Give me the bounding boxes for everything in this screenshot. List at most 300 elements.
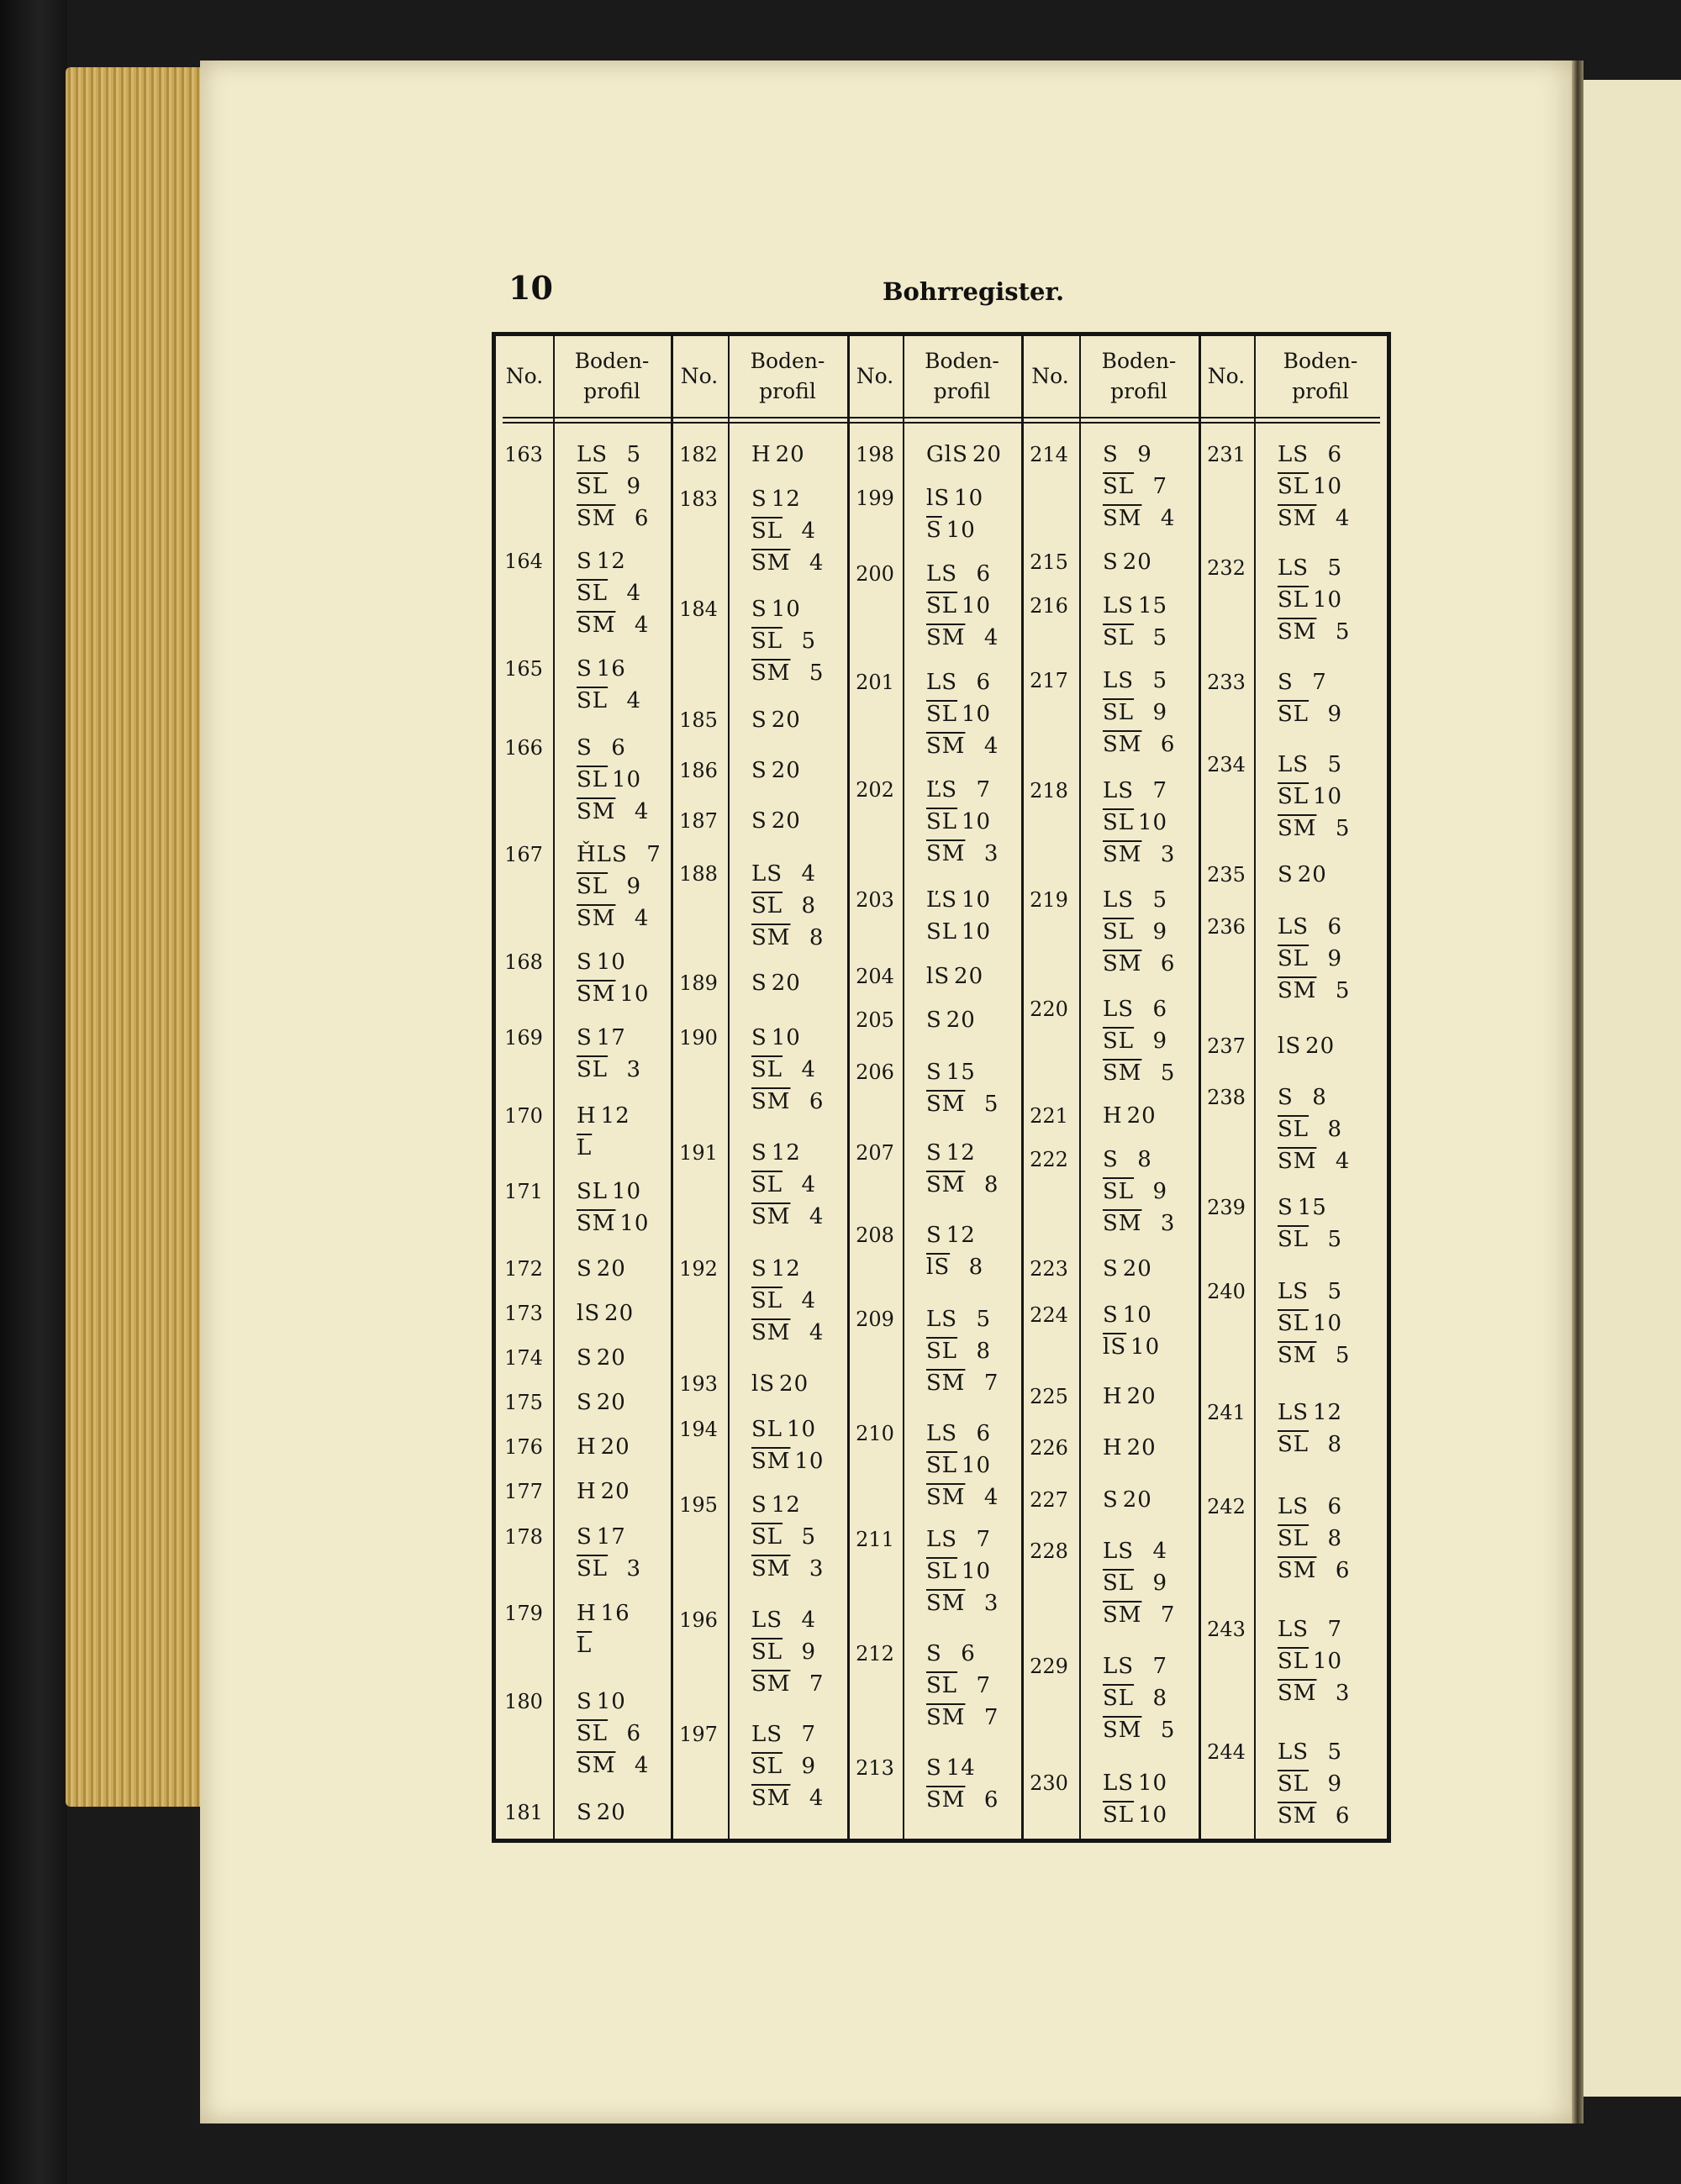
soil-profile-layer [751,1057,816,1082]
soil-type: S [1278,862,1294,887]
layer-depth: 4 [1335,506,1351,531]
soil-profile-layer [751,597,801,622]
layer-depth: 4 [634,1753,650,1778]
soil-type: $\overline{SL}$ [1278,1432,1309,1457]
layer-depth: 10 [1137,1802,1168,1828]
boring-number: 200 [856,562,894,586]
boring-number: 176 [504,1435,543,1459]
soil-type: lS [751,1371,776,1397]
layer-depth: 5 [1335,619,1351,645]
layer-depth: 10 [1137,1771,1168,1796]
soil-profile-layer [751,1204,824,1229]
soil-type: lS [577,1301,601,1326]
soil-type: S [1278,670,1294,695]
soil-profile-layer [926,486,983,511]
layer-depth: 15 [946,1060,976,1085]
boring-number: 241 [1207,1401,1246,1424]
soil-type: $\overline{SM}$ [577,906,616,931]
soil-type: $\overline{SM}$ [1103,1602,1142,1628]
layer-depth: 6 [1335,1803,1351,1829]
soil-type: $\overline{SL}$ [1103,700,1135,725]
boring-number: 214 [1030,443,1068,466]
layer-depth: 20 [596,1390,626,1415]
header-no: No. [505,364,544,388]
soil-type: $\overline{SL}$ [926,1559,958,1584]
layer-depth: 10 [1312,1311,1343,1336]
soil-type: $\overline{SL}$ [1103,1029,1135,1054]
soil-type: LS [751,861,783,887]
soil-type: LS [751,1722,783,1747]
layer-depth: 8 [1327,1117,1343,1142]
soil-type: $\overline{SM}$ [751,550,791,576]
soil-profile-layer [1103,1179,1167,1204]
soil-profile-layer [751,660,824,686]
soil-type: H [1103,1103,1123,1129]
soil-profile-layer [577,442,641,467]
layer-depth: 10 [961,1453,992,1478]
soil-type: LS [751,1608,783,1633]
soil-type: S [926,1060,942,1085]
soil-type: LS [1278,1617,1309,1642]
soil-type: LS [1103,1654,1135,1679]
layer-depth: 20 [972,442,1002,467]
layer-depth: 4 [1335,1149,1351,1174]
soil-type: $\overline{SL}$ [577,767,609,792]
soil-profile-layer [577,1345,626,1371]
soil-type: $\overline{SM}$ [1103,1211,1142,1236]
layer-depth: 4 [809,1786,825,1811]
boring-number: 183 [679,487,718,511]
soil-type: $\overline{SL}$ [751,518,783,544]
soil-profile-layer [1103,1334,1160,1360]
soil-profile-layer [1278,1400,1342,1425]
layer-depth: 10 [961,593,992,618]
soil-type: S [577,1800,593,1825]
soil-type: S [1103,1303,1119,1328]
soil-type: $\overline{SL}$ [1278,784,1309,809]
layer-depth: 4 [809,1320,825,1345]
layer-depth: 10 [1312,587,1343,613]
layer-depth: 20 [1297,862,1327,887]
soil-profile-layer [1103,1771,1167,1796]
soil-profile-layer [926,1371,999,1396]
soil-type: $\overline{lS}$ [1103,1334,1127,1360]
layer-depth: 6 [1327,914,1343,939]
soil-type: $\overline{SL}$ [1103,1571,1135,1596]
layer-depth: 5 [1335,816,1351,841]
soil-profile-layer [1278,1227,1342,1252]
soil-type: S [926,1140,942,1166]
layer-depth: 9 [1327,946,1343,971]
soil-profile-layer [1278,1494,1342,1519]
soil-type: LS [1278,752,1309,777]
soil-profile-layer [577,799,649,824]
layer-depth: 3 [1160,1211,1176,1236]
layer-depth: 20 [771,808,801,834]
layer-depth: 12 [1312,1400,1343,1425]
boring-number: 173 [504,1302,543,1325]
soil-type: $\overline{SL}$ [751,1288,783,1313]
soil-type: H [577,1434,597,1460]
layer-depth: 17 [596,1025,626,1050]
column-divider [553,336,555,1839]
soil-profile-layer [926,1140,976,1166]
layer-depth: 20 [1126,1435,1157,1460]
soil-profile-layer [577,1601,630,1626]
soil-type: $\overline{SM}$ [926,1591,966,1616]
layer-depth: 9 [1327,1771,1343,1797]
soil-type: S [1103,1256,1119,1281]
layer-depth: 6 [1327,1494,1343,1519]
boring-number: 215 [1030,550,1068,574]
soil-profile-layer [926,1559,991,1584]
layer-depth: 20 [775,442,805,467]
layer-depth: 7 [1160,1602,1176,1628]
layer-depth: 8 [1327,1432,1343,1457]
column-divider [1254,336,1256,1839]
layer-depth: 3 [983,841,999,866]
layer-depth: 7 [976,1673,992,1698]
boring-number: 230 [1030,1771,1068,1795]
soil-type: $\overline{SM}$ [1278,1681,1317,1706]
soil-profile-layer [577,874,641,899]
soil-profile-layer [1103,1539,1167,1564]
soil-profile-layer [1278,1195,1327,1220]
layer-depth: 10 [619,1211,650,1236]
boring-number: 168 [504,950,543,974]
soil-type: LS [926,1307,958,1332]
soil-profile-layer [1103,1303,1152,1328]
soil-profile-layer [1278,1649,1342,1674]
layer-depth: 6 [1335,1558,1351,1583]
soil-type: S [926,1641,942,1666]
soil-type: S [1103,442,1119,467]
soil-type: $\overline{SM}$ [1278,619,1317,645]
soil-profile-layer [926,964,983,989]
soil-type: S [751,808,767,834]
soil-type: S [751,1256,767,1281]
soil-type: LS [1103,887,1135,913]
boring-number: 165 [504,657,543,681]
layer-depth: 10 [946,518,976,543]
soil-profile-layer [577,1301,634,1326]
soil-type: S [1103,1147,1119,1172]
soil-type: $\overline{SM}$ [926,734,966,759]
boring-number: 205 [856,1008,894,1032]
soil-profile-layer [1278,619,1350,645]
soil-type: $\overline{SM}$ [926,625,966,650]
boring-number: 166 [504,736,543,760]
soil-type: $\overline{SM}$ [751,1449,791,1474]
layer-depth: 12 [596,549,626,574]
soil-profile-layer [577,1524,626,1550]
soil-profile-layer [751,1172,816,1197]
layer-depth: 7 [1152,1654,1168,1679]
soil-type: $\overline{SL}$ [926,809,958,834]
soil-type: $\overline{SM}$ [751,1204,791,1229]
boring-number: 237 [1207,1034,1246,1058]
soil-profile-layer [577,1256,626,1281]
soil-type: S [577,1256,593,1281]
layer-depth: 4 [801,861,817,887]
boring-number: 196 [679,1608,718,1632]
soil-type: $\overline{SL}$ [926,702,958,727]
boring-number: 239 [1207,1196,1246,1219]
running-head: Bohrregister. [883,277,1065,306]
soil-type: $\overline{SM}$ [577,981,616,1007]
soil-type: S [751,758,767,783]
layer-depth: 6 [1152,997,1168,1022]
layer-depth: 4 [801,1172,817,1197]
layer-depth: 10 [961,919,992,945]
soil-type: $\overline{SL}$ [751,1524,783,1550]
soil-profile-layer [577,842,661,867]
soil-profile-layer [926,1453,991,1478]
soil-type: ĽS [926,887,958,913]
header-rule [503,417,1380,418]
soil-type: H [751,442,772,467]
soil-profile-layer [1103,442,1152,467]
soil-profile-layer [1103,810,1167,835]
layer-depth: 10 [596,1689,626,1714]
boring-number: 221 [1030,1104,1068,1128]
soil-type: S [1103,550,1119,575]
soil-type: $\overline{SL}$ [1103,625,1135,650]
boring-number: 211 [856,1528,894,1551]
layer-depth: 20 [600,1434,630,1460]
layer-depth: 6 [809,1089,825,1114]
layer-depth: 10 [771,597,801,622]
soil-profile-layer [926,593,991,618]
layer-depth: 20 [1122,1487,1152,1513]
soil-profile-layer [926,1307,991,1332]
boring-number: 180 [504,1690,543,1713]
soil-profile-layer [577,688,641,713]
soil-profile-layer [1103,951,1175,976]
soil-profile-layer [926,734,999,759]
soil-profile-layer [1278,1432,1342,1457]
soil-type: $\overline{SL}$ [751,893,783,918]
boring-number: 218 [1030,779,1068,803]
layer-depth: 14 [946,1755,976,1781]
boring-number: 243 [1207,1618,1246,1641]
soil-type: GlS [926,442,968,467]
soil-type: LS [1103,1771,1135,1796]
soil-type: $\overline{SL}$ [577,581,609,606]
boring-number: 184 [679,597,718,621]
soil-profile-layer [1278,1117,1342,1142]
boring-number: 182 [679,443,718,466]
soil-type: S [577,549,593,574]
soil-type: LS [1278,1279,1309,1304]
soil-type: $\overline{SM}$ [751,1671,791,1697]
soil-profile-layer [751,1754,816,1779]
layer-depth: 4 [801,1288,817,1313]
soil-type: $\overline{SL}$ [1278,1526,1309,1551]
soil-profile-layer [1278,1311,1342,1336]
layer-depth: 10 [771,1025,801,1050]
boring-number: 174 [504,1346,543,1370]
soil-profile-layer [751,1320,824,1345]
soil-type: $\overline{L}$ [577,1633,593,1658]
layer-depth: 12 [771,1140,801,1166]
soil-type: $\overline{SL}$ [1278,587,1309,613]
layer-depth: 6 [976,670,992,695]
boring-number: 223 [1030,1257,1068,1281]
layer-depth: 5 [1327,752,1343,777]
soil-profile-layer [1103,778,1167,803]
soil-profile-layer [926,1008,976,1033]
layer-depth: 10 [1312,474,1343,499]
soil-profile-layer [751,861,816,887]
soil-profile-layer [926,561,991,587]
soil-type: $\overline{SL}$ [926,1453,958,1478]
layer-depth: 20 [1122,550,1152,575]
soil-profile-layer [751,708,801,733]
soil-type: S [577,950,593,975]
soil-type: $\overline{SM}$ [751,925,791,950]
column-divider [903,336,904,1839]
soil-profile-layer [926,1787,999,1813]
layer-depth: 10 [1130,1334,1161,1360]
soil-profile-layer [1278,816,1350,841]
boring-number: 177 [504,1480,543,1503]
layer-depth: 15 [1297,1195,1327,1220]
layer-depth: 8 [1152,1686,1168,1711]
soil-type: S [751,1140,767,1166]
layer-depth: 7 [1152,474,1168,499]
layer-depth: 4 [983,1485,999,1510]
soil-profile-layer [1278,1771,1342,1797]
soil-profile-layer [1278,670,1327,695]
soil-profile-layer [1278,555,1342,581]
boring-number: 195 [679,1493,718,1517]
layer-depth: 12 [771,1492,801,1518]
layer-depth: 20 [946,1008,976,1033]
boring-number: 235 [1207,863,1246,887]
soil-type: $\overline{SL}$ [1278,1227,1309,1252]
boring-number: 213 [856,1756,894,1780]
soil-type: H [1103,1435,1123,1460]
soil-type: S [577,1025,593,1050]
layer-depth: 6 [983,1787,999,1813]
boring-number: 171 [504,1180,543,1203]
soil-profile-layer [1278,1279,1342,1304]
boring-number: 188 [679,862,718,886]
soil-profile-layer [1278,587,1342,613]
layer-depth: 6 [976,561,992,587]
layer-depth: 3 [1335,1681,1351,1706]
soil-profile-layer [1103,1802,1167,1828]
header-rule-double [503,422,1380,424]
soil-type: $\overline{SL}$ [751,1057,783,1082]
soil-profile-layer [751,1722,816,1747]
layer-depth: 10 [1122,1303,1152,1328]
layer-depth: 20 [1126,1103,1157,1129]
soil-profile-layer [1278,914,1342,939]
boring-number: 212 [856,1642,894,1666]
soil-profile-layer [926,1755,976,1781]
layer-depth: 8 [983,1172,999,1197]
layer-depth: 10 [961,1559,992,1584]
column-divider [1079,336,1081,1839]
page-number: 10 [509,269,553,307]
soil-profile-layer [1278,1739,1342,1765]
soil-type: $\overline{SM}$ [926,1371,966,1396]
layer-depth: 5 [1152,625,1168,650]
soil-type: LS [926,1421,958,1446]
soil-profile-layer [577,981,649,1007]
layer-depth: 8 [801,893,817,918]
soil-type: $\overline{SL}$ [1103,1686,1135,1711]
boring-number: 193 [679,1372,718,1396]
layer-depth: 20 [771,708,801,733]
soil-profile-layer [1103,1256,1152,1281]
layer-depth: 12 [771,1256,801,1281]
soil-profile-layer [926,777,991,803]
boring-number: 229 [1030,1655,1068,1678]
layer-depth: 5 [1152,887,1168,913]
soil-type: $\overline{SL}$ [751,1639,783,1665]
layer-depth: 20 [596,1345,626,1371]
layer-depth: 9 [1152,700,1168,725]
layer-depth: 5 [1327,1739,1343,1765]
boring-number: 202 [856,778,894,802]
soil-profile-layer [1103,1029,1167,1054]
soil-type: S [577,1524,593,1550]
soil-type: SL [751,1417,783,1442]
boring-number: 185 [679,708,718,732]
soil-type: $\overline{SL}$ [751,1172,783,1197]
soil-profile-layer [1278,1149,1350,1174]
layer-depth: 10 [954,486,984,511]
layer-depth: 20 [1122,1256,1152,1281]
soil-type: $\overline{SL}$ [1103,1179,1135,1204]
soil-type: $\overline{SM}$ [926,841,966,866]
layer-depth: 12 [946,1223,976,1248]
soil-type: $\overline{SM}$ [1103,1060,1142,1086]
layer-depth: 10 [786,1417,817,1442]
soil-profile-layer [926,1421,991,1446]
boring-number: 192 [679,1257,718,1281]
soil-profile-layer [1103,842,1175,867]
boring-number: 208 [856,1224,894,1247]
layer-depth: 10 [1312,784,1343,809]
soil-profile-layer [1278,978,1350,1003]
layer-depth: 9 [1152,1179,1168,1204]
boring-number: 219 [1030,888,1068,912]
layer-depth: 10 [611,767,642,792]
soil-profile-layer [577,1633,625,1658]
layer-depth: 7 [1152,778,1168,803]
soil-profile-layer [751,1556,824,1581]
bohrregister-table [492,332,1391,1843]
soil-type: $\overline{SL}$ [577,1556,609,1581]
soil-profile-layer [577,506,649,531]
soil-profile-layer [1103,887,1167,913]
soil-type: ĽS [926,777,958,803]
boring-number: 240 [1207,1280,1246,1303]
soil-profile-layer [577,1753,649,1778]
soil-type: S [751,597,767,622]
soil-profile-layer [1278,784,1342,809]
layer-depth: 5 [983,1092,999,1117]
soil-type: $\overline{SM}$ [577,1211,616,1236]
book-cover [0,0,67,2184]
boring-number: 201 [856,671,894,694]
soil-type: $\overline{SM}$ [1278,816,1317,841]
soil-profile-layer [1103,1686,1167,1711]
